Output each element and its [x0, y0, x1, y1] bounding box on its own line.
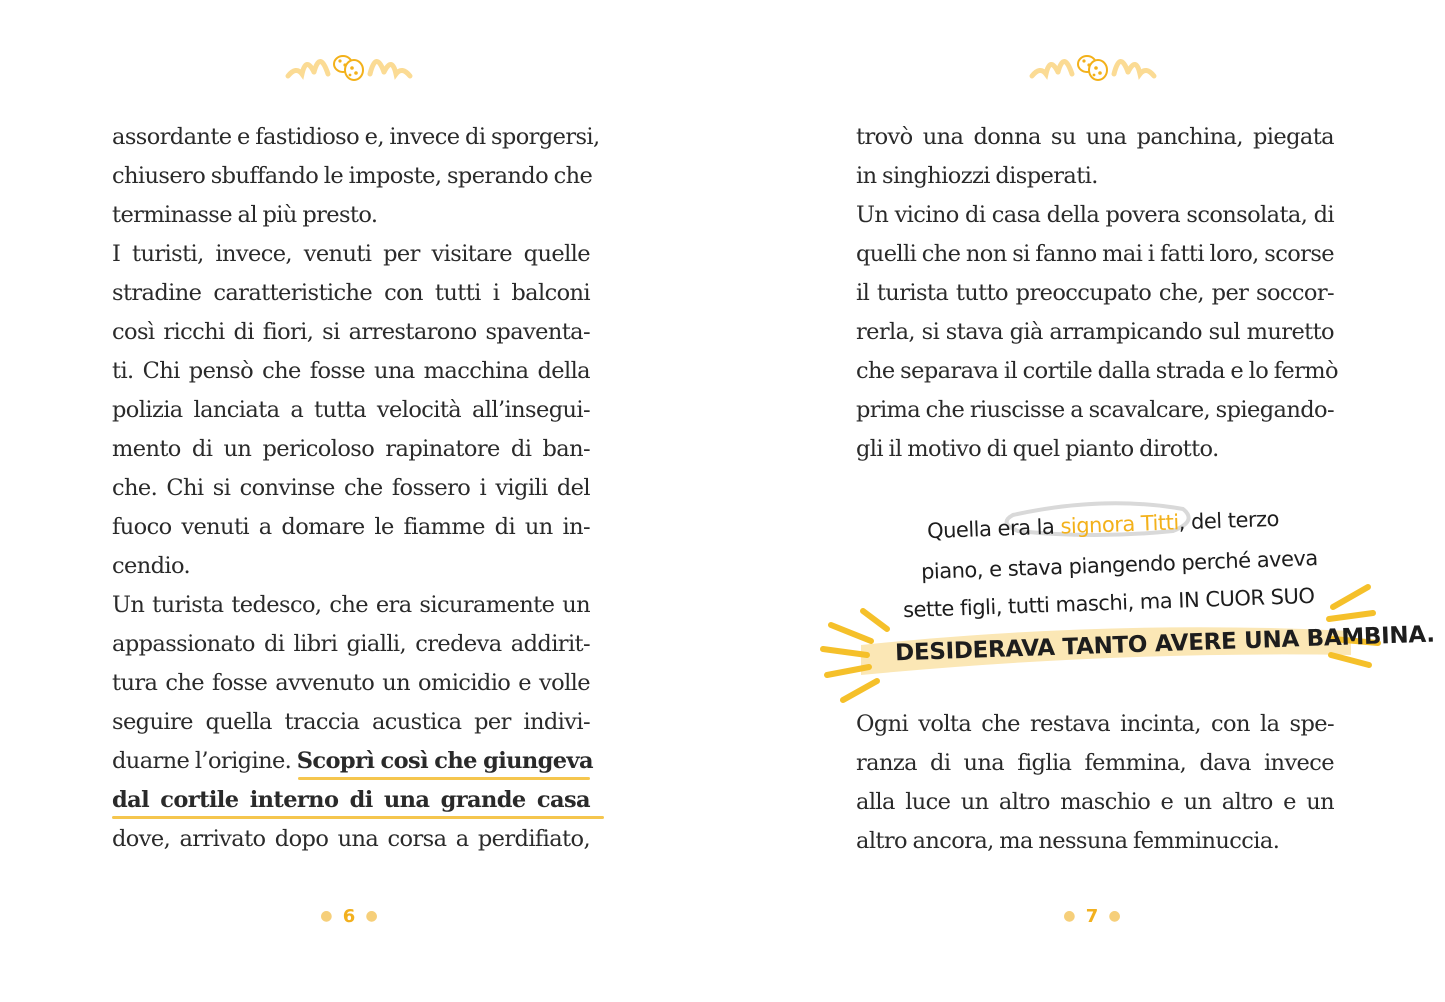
- text-line: Ogni volta che restava incinta, con la spe-: [856, 711, 1334, 737]
- text-line: I turisti, invece, venuti per visitare quelle: [112, 241, 590, 267]
- text-line: seguire quella traccia acustica per indivi-: [112, 709, 590, 735]
- plain-text: duarne l’origine.: [112, 748, 297, 774]
- dot-icon: ●: [1063, 908, 1078, 924]
- callout-quote: [813, 495, 1436, 705]
- text-line: quelli che non si fanno mai i fatti loro, scorse: [856, 241, 1334, 267]
- dot-icon: ●: [365, 908, 380, 924]
- text-line: alla luce un altro maschio e un altro e un: [856, 789, 1334, 815]
- text-line-highlighted: [112, 742, 593, 781]
- text-line-highlighted: dal cortile interno di una grande casa: [112, 781, 590, 820]
- highlighted-name: signora Titti: [1060, 510, 1180, 539]
- text-line: tura che fosse avvenuto un omicidio e volle: [112, 670, 590, 696]
- dot-icon: ●: [320, 908, 335, 924]
- text-line: chiusero sbuffando le imposte, sperando che: [112, 163, 593, 189]
- text-line: gli il motivo di quel pianto dirotto.: [856, 436, 1219, 462]
- text-line: dove, arrivato dopo una corsa a perdifiato,: [112, 826, 590, 852]
- text-line: prima che riuscisse a scavalcare, spiegando-: [856, 397, 1334, 423]
- text-line: terminasse al più presto.: [112, 202, 378, 228]
- callout-text: , del terzo: [1178, 506, 1280, 535]
- text-line: mento di un pericoloso rapinatore di ban-: [112, 436, 590, 462]
- page-number: [1053, 906, 1133, 927]
- right-body-text-continued: [856, 705, 1334, 861]
- bold-highlight-text: Scoprì così che giungeva: [296, 748, 593, 774]
- callout-line: piano, e stava piangendo perché aveva: [920, 546, 1319, 584]
- dot-icon: ●: [1108, 908, 1123, 924]
- text-line: che separava il cortile dalla strada e lo fermò: [856, 358, 1338, 384]
- text-line: polizia lanciata a tutta velocità all’insegui-: [112, 397, 590, 423]
- text-line: appassionato di libri gialli, credeva addirit-: [112, 631, 590, 657]
- ladybug-flourish-icon: [1028, 46, 1158, 86]
- text-line: Un vicino di casa della povera sconsolata, di: [856, 202, 1334, 228]
- page-number-value: 7: [1085, 906, 1101, 927]
- text-line: rerla, si stava già arrampicando sul muretto: [856, 319, 1334, 345]
- text-line: Un turista tedesco, che era sicuramente un: [112, 592, 590, 618]
- text-line: fuoco venuti a domare le fiamme di un in-: [112, 514, 590, 540]
- callout-emphasis-line: DESIDERAVA TANTO AVERE UNA BAMBINA.: [894, 621, 1436, 667]
- text-line: che. Chi si convinse che fossero i vigili del: [112, 475, 590, 501]
- callout-text: Quella era la: [926, 514, 1061, 544]
- text-line: assordante e fastidioso e, invece di sporgersi,: [112, 124, 600, 150]
- ladybug-flourish-icon: [284, 46, 414, 86]
- page-number: [310, 906, 390, 927]
- page-number-value: 6: [342, 906, 358, 927]
- callout-line: sette figli, tutti maschi, ma IN CUOR SUO: [902, 583, 1315, 623]
- text-line: ranza di una figlia femmina, dava invece: [856, 750, 1334, 776]
- text-line: cendio.: [112, 553, 191, 579]
- text-line: in singhiozzi disperati.: [856, 163, 1098, 189]
- text-line: così ricchi di fiori, si arrestarono spaventa-: [112, 319, 590, 345]
- text-line: ti. Chi pensò che fosse una macchina della: [112, 358, 590, 384]
- text-line: il turista tutto preoccupato che, per soccor-: [856, 280, 1334, 306]
- text-line: trovò una donna su una panchina, piegata: [856, 124, 1334, 150]
- right-page: [723, 0, 1445, 1002]
- text-line: altro ancora, ma nessuna femminuccia.: [856, 828, 1280, 854]
- left-page: [0, 0, 722, 1002]
- right-body-text: [856, 118, 1338, 469]
- text-line: stradine caratteristiche con tutti i balconi: [112, 280, 590, 306]
- left-body-text: [112, 118, 600, 859]
